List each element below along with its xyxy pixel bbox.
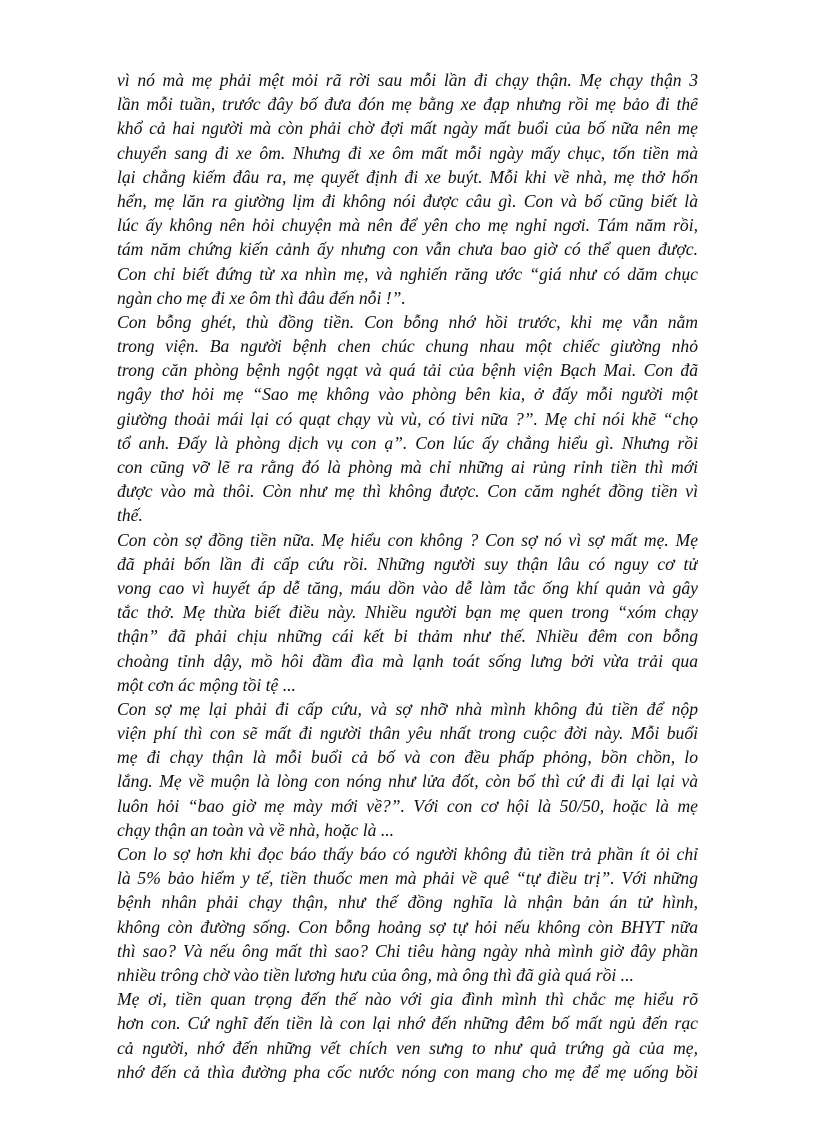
- text-line: cả người, nhớ đến những vết chích ven sưng to như quả trứng gà của mẹ,: [117, 1037, 698, 1058]
- text-line: luôn hỏi “bao giờ mẹ mày mới về?”. Với con cơ hội là 50/50, hoặc là mẹ: [117, 795, 698, 816]
- text-line: ngàn cho mẹ đi xe ôm thì đâu đến nỗi !”.: [117, 287, 406, 308]
- text-line: giường thoải mái lại có quạt chạy vù vù, có tivi nữa ?”. Mẹ chỉ nói khẽ “chọ: [117, 408, 698, 429]
- text-line: bệnh nhân phải chạy thận, như thế đồng nghĩa là nhận bản án tử hình,: [117, 892, 698, 913]
- text-line: lại chẳng kiếm đâu ra, mẹ quyết định đi xe buýt. Mỗi khi về nhà, mẹ thở hổn: [117, 166, 698, 187]
- text-line: Con chỉ biết đứng từ xa nhìn mẹ, và nghiến răng ước “giá như có dăm chục: [117, 263, 698, 284]
- text-line: Con lo sợ hơn khi đọc báo thấy báo có người không đủ tiền trả phần ít ỏi chỉ: [117, 844, 698, 864]
- text-line: Con bỗng ghét, thù đồng tiền. Con bỗng nhớ hồi trước, khi mẹ vẫn nằm: [117, 311, 698, 332]
- text-line: tám năm chứng kiến cảnh ấy nhưng con vẫn chưa bao giờ có thể quen được.: [117, 239, 698, 260]
- document-page: [117, 68, 698, 1084]
- text-line: choàng tỉnh dậy, mồ hôi đầm đìa mà lạnh toát sống lưng bởi vừa trải qua: [117, 650, 698, 671]
- text-line: tổ anh. Đấy là phòng dịch vụ con ạ”. Con lúc ấy chẳng hiểu gì. Nhưng rồi: [117, 432, 698, 453]
- paragraph-3: [117, 528, 698, 697]
- text-line: chuyển sang đi xe ôm. Nhưng đi xe ôm mất mỗi ngày mấy chục, tốn tiền mà: [117, 142, 698, 163]
- text-line: ngây thơ hỏi mẹ “Sao mẹ không vào phòng bên kia, ở đấy mỗi người một: [117, 384, 698, 405]
- text-line: một cơn ác mộng tồi tệ ...: [117, 674, 296, 695]
- text-line: lần mỗi tuần, trước đây bố đưa đón mẹ bằng xe đạp nhưng rồi mẹ bảo đi thế: [117, 94, 698, 115]
- text-line: nhớ đến cả thìa đường pha cốc nước nóng con mang cho mẹ để mẹ uống bồi: [117, 1061, 698, 1082]
- text-line: vì nó mà mẹ phải mệt mỏi rã rời sau mỗi lần đi chạy thận. Mẹ chạy thận 3: [117, 70, 698, 90]
- paragraph-4: [117, 697, 698, 842]
- text-line: tắc thở. Mẹ thừa biết điều này. Nhiều người bạn mẹ quen trong “xóm chạy: [117, 602, 698, 623]
- text-line: nhiều trông chờ vào tiền lương hưu của ông, mà ông thì đã già quá rồi ...: [117, 964, 634, 985]
- text-line: thế.: [117, 505, 143, 526]
- text-line: mẹ đi chạy thận là mỗi buổi cả bố và con đều phấp phỏng, bồn chồn, lo: [117, 747, 698, 768]
- text-line: thận” đã phải chịu những cái kết bi thảm như thế. Nhiều đêm con bỗng: [117, 626, 698, 647]
- paragraph-1: [117, 68, 698, 310]
- text-line: đã phải bốn lần đi cấp cứu rồi. Những người suy thận lâu có nguy cơ tử: [117, 553, 698, 574]
- text-line: Mẹ ơi, tiền quan trọng đến thế nào với gia đình mình thì chắc mẹ hiểu rõ: [117, 989, 698, 1010]
- text-line: Con còn sợ đồng tiền nữa. Mẹ hiểu con không ? Con sợ nó vì sợ mất mẹ. Mẹ: [117, 529, 698, 550]
- text-line: lắng. Mẹ về muộn là lòng con nóng như lửa đốt, còn bố thì cứ đi đi lại lại và: [117, 771, 698, 792]
- text-line: vong cao vì huyết áp dễ tăng, máu dồn vào dễ làm tắc ống khí quản và gây: [117, 577, 698, 598]
- text-line: trong căn phòng bệnh ngột ngạt và quá tải của bệnh viện Bạch Mai. Con đã: [117, 360, 698, 381]
- text-line: lúc ấy không nên hỏi chuyện mà nên để yên cho mẹ nghỉ ngơi. Tám năm rồi,: [117, 215, 698, 236]
- text-line: Con sợ mẹ lại phải đi cấp cứu, và sợ nhỡ nhà mình không đủ tiền để nộp: [117, 698, 698, 719]
- paragraph-6: [117, 987, 698, 1084]
- text-line: được vào mà thôi. Còn như mẹ thì không được. Con căm nghét đồng tiền vì: [117, 481, 698, 502]
- text-line: viện phí thì con sẽ mất đi người thân yêu nhất trong cuộc đời này. Mỗi buổi: [117, 723, 698, 744]
- text-line: hơn con. Cứ nghĩ đến tiền là con lại nhớ đến những đêm bố mất ngủ đến rạc: [117, 1013, 698, 1034]
- text-line: là 5% bảo hiểm y tế, tiền thuốc men mà phải về quê “tự điều trị”. Với những: [117, 868, 698, 889]
- text-line: trong viện. Ba người bệnh chen chúc chung nhau một chiếc giường nhỏ: [117, 336, 698, 357]
- paragraph-2: [117, 310, 698, 528]
- paragraph-5: [117, 842, 698, 987]
- text-line: khổ cả hai người mà còn phải chờ đợi mất ngày mất buổi của bố nữa nên mẹ: [117, 118, 698, 139]
- text-line: chạy thận an toàn và về nhà, hoặc là ...: [117, 819, 395, 840]
- text-line: thì sao? Và nếu ông mất thì sao? Chi tiêu hàng ngày nhà mình giờ đây phần: [117, 940, 698, 961]
- text-line: không còn đường sống. Con bỗng hoảng sợ tự hỏi nếu không còn BHYT nữa: [117, 916, 698, 937]
- text-line: hển, mẹ lăn ra giường lịm đi không nói được câu gì. Con và bố cũng biết là: [117, 190, 698, 211]
- text-line: con cũng vỡ lẽ ra rằng đó là phòng mà chỉ những ai rủng rỉnh tiền thì mới: [117, 457, 698, 477]
